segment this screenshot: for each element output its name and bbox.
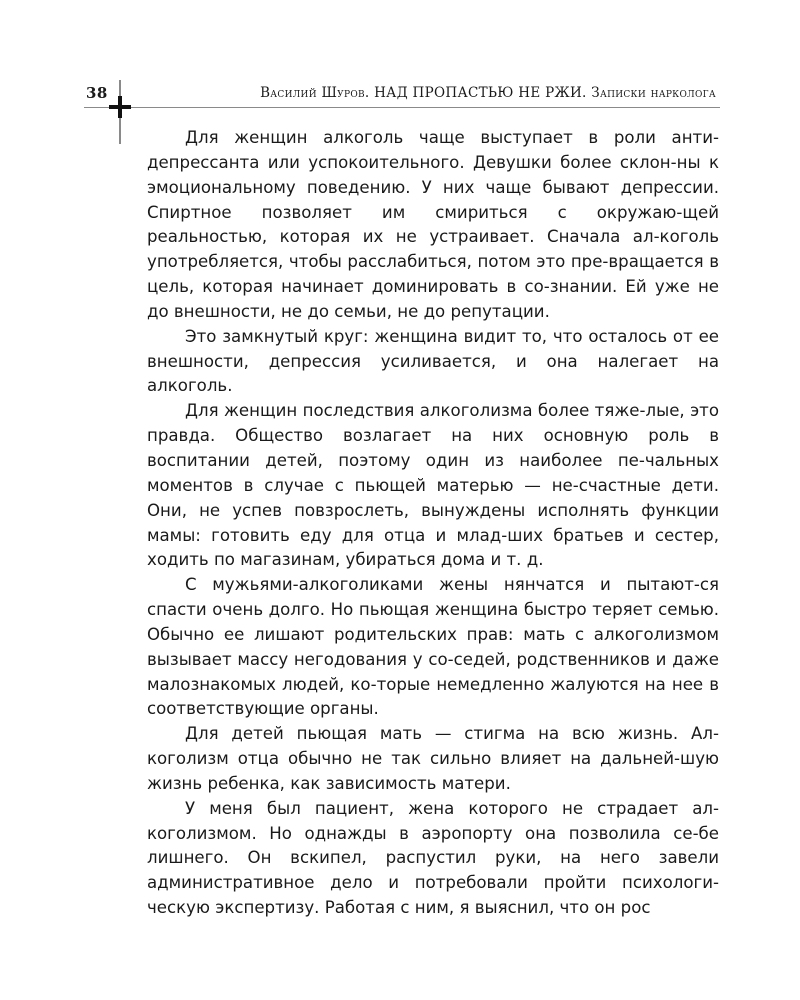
- header-rule: [84, 107, 720, 108]
- running-head-author: Василий Шуров.: [260, 85, 370, 101]
- paragraph: С мужьями-алкоголиками жены нянчатся и пытают-ся спасти очень долго. Но пьющая женщина быстро теряет семью. Обычно ее лишают родительских прав: мать с алкоголизмом вызывает массу негодования у со-седей, родственников и даже малознакомых людей, ко-торые немедленно жалуются на нее в соответствующие органы.: [147, 575, 719, 719]
- running-head: [260, 85, 716, 101]
- paragraph: Для женщин алкоголь чаще выступает в роли анти-депрессанта или успокоительного. Девушки более склон-ны к эмоциональному поведению. У них чаще бывают депрессии. Спиртное позволяет им смириться с окружаю-щей реальностью, которая их не устраивает. Сначала ал-коголь употребляется, чтобы расслабиться, потом это пре-вращается в цель, которая начинает доминировать в со-знании. Ей уже не до внешности, не до семьи, не до репутации.: [147, 128, 719, 321]
- running-head-subtitle: Записки нарколога: [591, 85, 716, 101]
- body-text: [147, 126, 719, 921]
- paragraph: У меня был пациент, жена которого не страдает ал-коголизмом. Но однажды в аэропорту она позволила се-бе лишнего. Он вскипел, распустил руки, на него завели административное дело и потребовали пройти психологи-ческую экспертизу. Работая с ним, я выяснил, что он рос: [147, 798, 719, 918]
- running-head-title: НАД ПРОПАСТЬЮ НЕ РЖИ.: [374, 85, 587, 101]
- paragraph: Для детей пьющая мать — стигма на всю жизнь. Ал-коголизм отца обычно не так сильно влияет на дальней-шую жизнь ребенка, как зависимость матери.: [147, 724, 719, 793]
- crop-cross-icon: [109, 96, 131, 118]
- paragraph: Это замкнутый круг: женщина видит то, что осталось от ее внешности, депрессия усиливается, и она налегает на алкоголь.: [147, 326, 719, 396]
- page-number: 38: [86, 84, 108, 102]
- paragraph: Для женщин последствия алкоголизма более тяже-лые, это правда. Общество возлагает на них основную роль в воспитании детей, поэтому один из наиболее пе-чальных моментов в случае с пьющей матерью — не-счастные дети. Они, не успев повзрослеть, вынуждены исполнять функции мамы: готовить еду для отца и млад-ших братьев и сестер, ходить по магазинам, убираться дома и т. д.: [147, 401, 719, 570]
